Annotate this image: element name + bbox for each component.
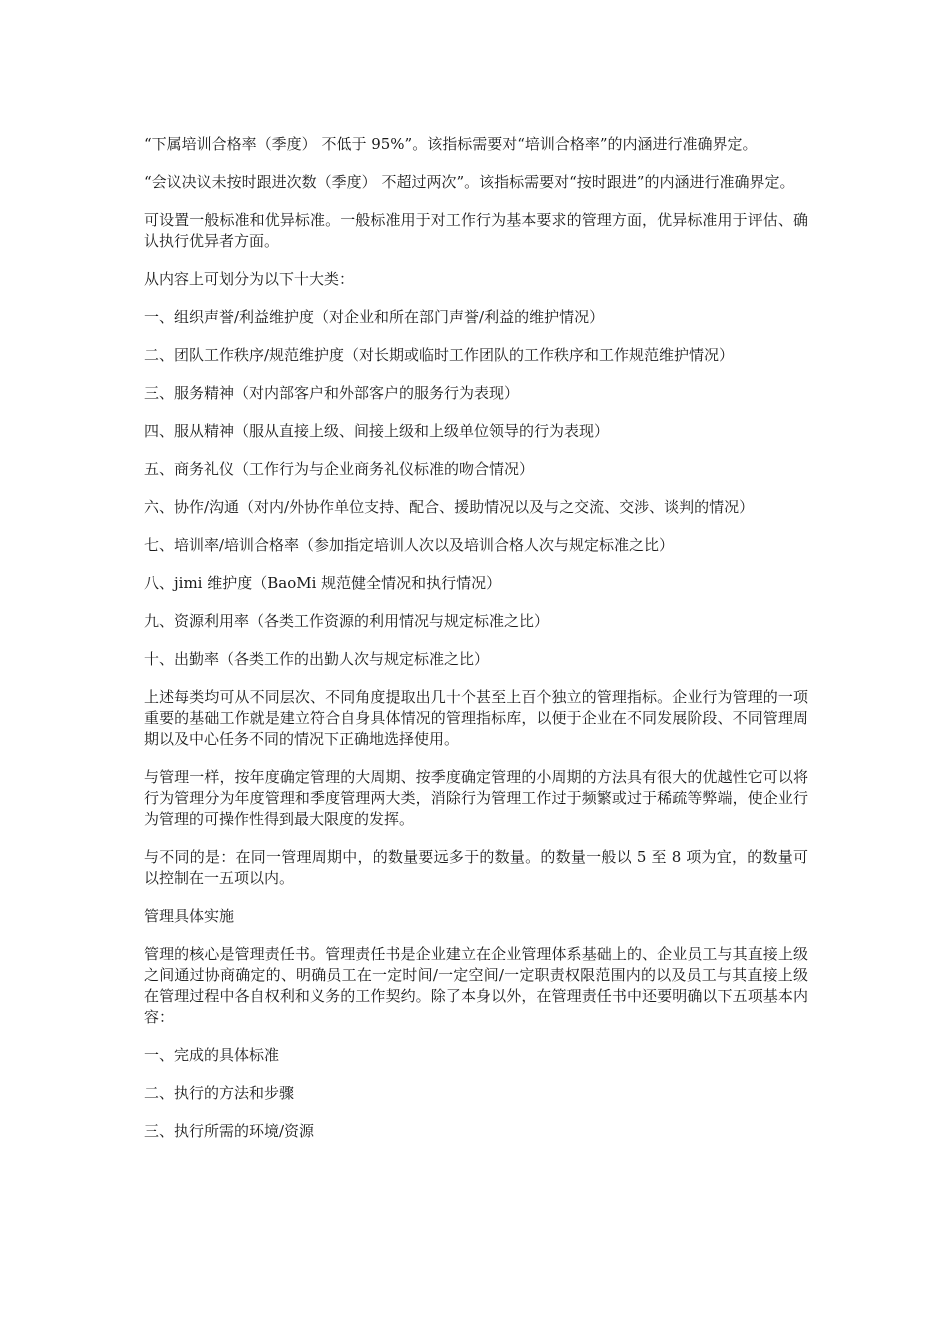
list-item-category-6: 六、协作/沟通（对内/外协作单位支持、配合、援助情况以及与之交流、交涉、谈判的情况）	[144, 498, 755, 516]
list-item-category-7: 七、培训率/培训合格率（参加指定培训人次以及培训合格人次与规定标准之比）	[144, 536, 675, 554]
paragraph-meeting-followup: “会议决议未按时跟进次数（季度） 不超过两次”。该指标需要对“按时跟进”的内涵进行准确界定。	[144, 173, 795, 191]
list-item-category-1: 一、组织声誉/利益维护度（对企业和所在部门声誉/利益的维护情况）	[144, 308, 605, 326]
list-item-category-4: 四、服从精神（服从直接上级、间接上级和上级单位领导的行为表现）	[144, 422, 610, 440]
list-item-category-3: 三、服务精神（对内部客户和外部客户的服务行为表现）	[144, 384, 520, 402]
list-item-category-5: 五、商务礼仪（工作行为与企业商务礼仪标准的吻合情况）	[144, 460, 535, 478]
paragraph-management-cycle: 与管理一样，按年度确定管理的大周期、按季度确定管理的小周期的方法具有很大的优越性它可以将行为管理分为年度管理和季度管理两大类，消除行为管理工作过于频繁或过于稀疏等弊端，使企业行为管理的可操作性得到最大限度的发挥。	[144, 768, 808, 828]
document-body	[144, 134, 808, 1159]
paragraph-quantity-difference: 与不同的是：在同一管理周期中，的数量要远多于的数量。的数量一般以 5 至 8 项为宜，的数量可以控制在一五项以内。	[144, 848, 808, 887]
list-item-content-3: 三、执行所需的环境/资源	[144, 1122, 315, 1140]
paragraph-responsibility-letter: 管理的核心是管理责任书。管理责任书是企业建立在企业管理体系基础上的、企业员工与其直接上级之间通过协商确定的、明确员工在一定时间/一定空间/一定职责权限范围内的以及员工与其直接上级在管理过程中各自权利和义务的工作契约。除了本身以外，在管理责任书中还要明确以下五项基本内容：	[144, 945, 808, 1026]
paragraph-ten-categories-intro: 从内容上可划分为以下十大类：	[144, 270, 355, 288]
list-item-category-10: 十、出勤率（各类工作的出勤人次与规定标准之比）	[144, 650, 490, 668]
paragraph-standards: 可设置一般标准和优异标准。一般标准用于对工作行为基本要求的管理方面，优异标准用于评估、确认执行优异者方面。	[144, 211, 808, 250]
paragraph-training-pass-rate: “下属培训合格率（季度） 不低于 95%”。该指标需要对“培训合格率”的内涵进行准确界定。	[144, 135, 758, 153]
list-item-category-9: 九、资源利用率（各类工作资源的利用情况与规定标准之比）	[144, 612, 550, 630]
list-item-category-8: 八、jimi 维护度（BaoMi 规范健全情况和执行情况）	[144, 574, 502, 592]
list-item-content-2: 二、执行的方法和步骤	[144, 1084, 295, 1102]
section-heading-implementation: 管理具体实施	[144, 907, 235, 925]
list-item-content-1: 一、完成的具体标准	[144, 1046, 280, 1064]
list-item-category-2: 二、团队工作秩序/规范维护度（对长期或临时工作团队的工作秩序和工作规范维护情况）	[144, 346, 735, 364]
paragraph-indicator-library: 上述每类均可从不同层次、不同角度提取出几十个甚至上百个独立的管理指标。企业行为管理的一项重要的基础工作就是建立符合自身具体情况的管理指标库，以便于企业在不同发展阶段、不同管理周期以及中心任务不同的情况下正确地选择使用。	[144, 688, 808, 748]
